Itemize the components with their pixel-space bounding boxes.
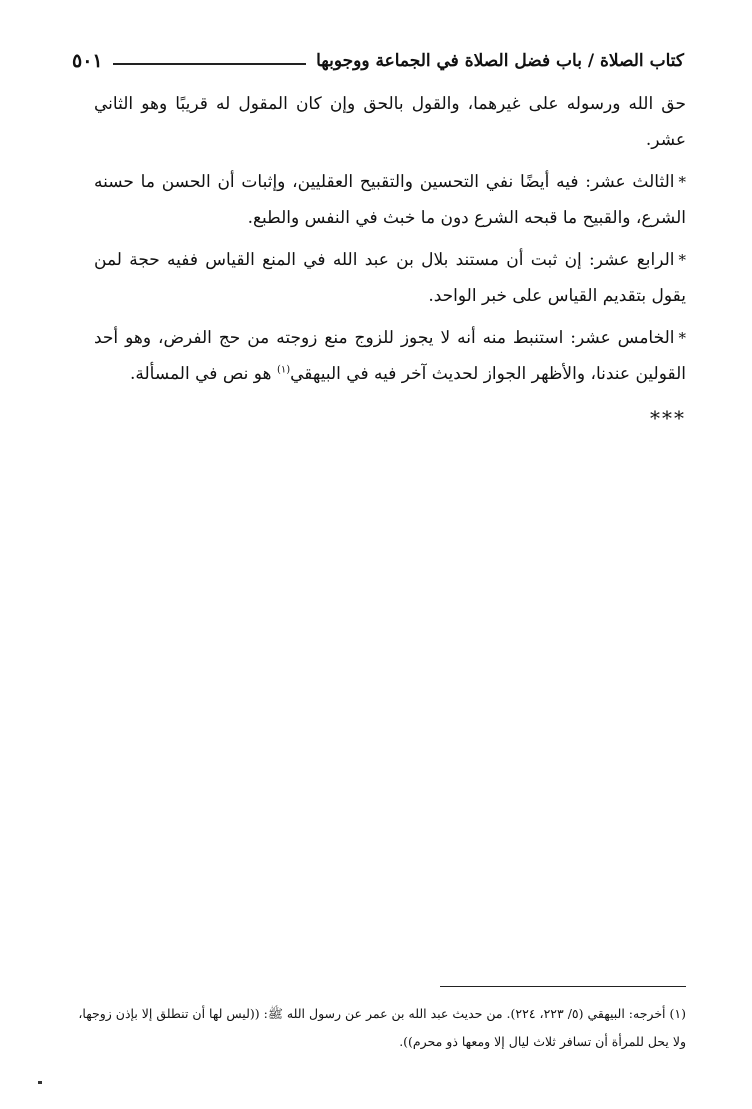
- paragraph-fourteenth: [94, 242, 686, 314]
- running-header: [72, 44, 684, 78]
- paragraph-text: حق الله ورسوله على غيرهما، والقول بالحق وإن كان المقول له قريبًا وهو الثاني عشر.: [94, 94, 686, 150]
- section-divider-stars: ***: [650, 406, 686, 430]
- header-rule: [113, 63, 306, 65]
- footnote-rule: [440, 986, 686, 987]
- paragraph-text-end: هو نص في المسألة.: [129, 364, 277, 384]
- footnote-reference: (١): [276, 364, 291, 376]
- footnote-line-1: (١) أخرجه: البيهقي (٥/ ٢٢٣، ٢٢٤). من حديث عبد الله بن عمر عن رسول الله ﷺ: ((ليس لها أن تنطلق إلا بإذن زوجها،: [78, 1006, 686, 1021]
- asterisk-icon: *: [678, 173, 686, 191]
- scan-speck: [38, 1081, 42, 1084]
- asterisk-icon: *: [678, 251, 686, 269]
- header-title: كتاب الصلاة / باب فضل الصلاة في الجماعة ووجوبها: [316, 51, 684, 71]
- paragraph-text: الثالث عشر: فيه أيضًا نفي التحسين والتقبيح العقليين، وإثبات أن الحسن ما حسنه الشرع، والقبيح ما قبحه الشرع دون ما خبث في النفس والطبع.: [94, 172, 686, 228]
- footnote-line-2: ولا يحل للمرأة أن تسافر ثلاث ليال إلا ومعها ذو محرم)).: [399, 1034, 686, 1049]
- footnote: [78, 1000, 686, 1056]
- asterisk-icon: *: [678, 329, 686, 347]
- paragraph-continuation: [94, 86, 686, 158]
- page-number: ٥٠١: [72, 50, 103, 72]
- paragraph-text: الرابع عشر: إن ثبت أن مستند بلال بن عبد الله في المنع القياس ففيه حجة لمن يقول بتقديم القياس على خبر الواحد.: [94, 250, 686, 306]
- paragraph-thirteenth: [94, 164, 686, 236]
- paragraph-fifteenth: [94, 320, 686, 392]
- main-text: [94, 86, 686, 436]
- paragraph-text: الخامس عشر: استنبط منه أنه لا يجوز للزوج منع زوجته من حج الفرض، وهو أحد القولين عندنا، والأظهر الجواز لحديث آخر فيه في البيهقي: [94, 328, 686, 384]
